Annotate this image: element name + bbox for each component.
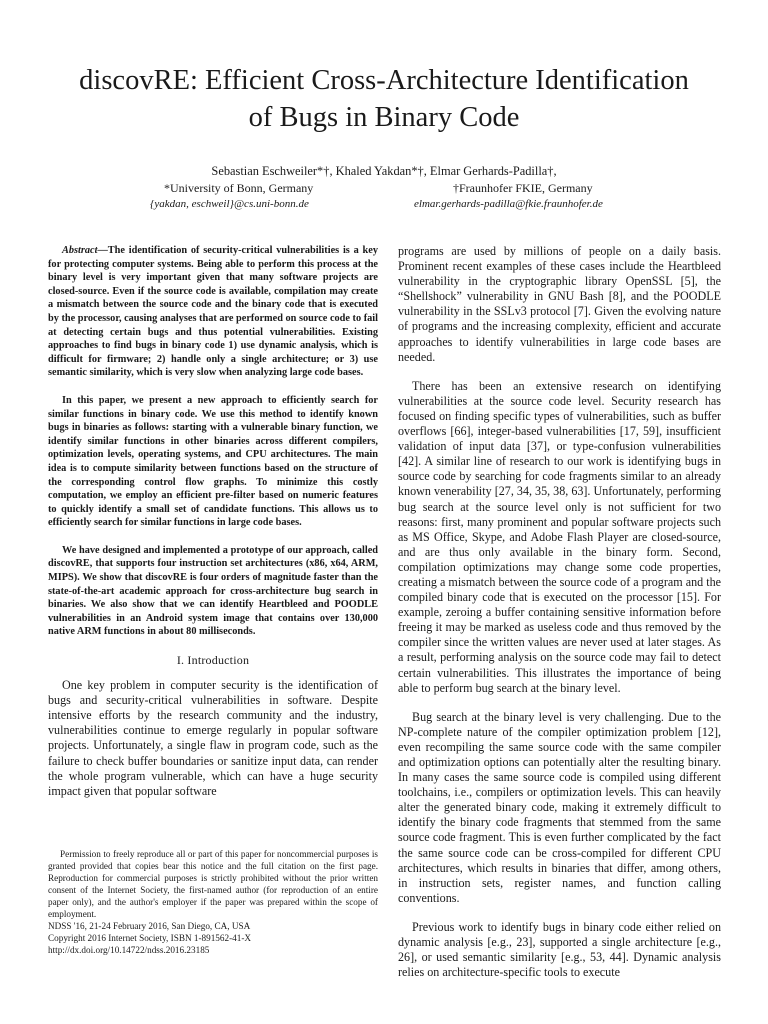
abstract-paragraph-2: In this paper, we present a new approach to efficiently search for similar functions in binary code. We use this method to identify known bugs in binaries as follows: starting with a vulnerable binary function, we identify similar functions in other binaries across different compilers, optimization levels, operating systems, and CPU architectures. The main idea is to compute similarity between functions based on the structure of the corresponding control flow graphs. To minimize this costly computation, we employ an efficient pre-filter based on numeric features to quickly identify a small set of candidate functions. This allows us to efficiently search for similar functions in large code bases. (48, 394, 378, 529)
abstract-paragraph-1: Abstract—The identification of security-critical vulnerabilities is a key for protecting computer systems. Being able to perform this process at the binary level is very important given that many software projects are closed-source. Even if the source code is available, compilation may create a mismatch between the source code and the binary code that is executed by the processor, causing analyses that are performed on source code to fail at detecting certain bugs and thus potential vulnerabilities. Existing approaches to find bugs in binary code 1) use dynamic analysis, which is difficult for firmware; 2) handle only a single architecture; or 3) use semantic similarity, which is very slow when analyzing large code bases. (48, 245, 378, 379)
footnote-permission: Permission to freely reproduce all or part of this paper for noncommercial purposes is granted provided that copies bear this notice and the full citation on the first page. Reproduction for commercial purposes is strictly prohibited without the prior written consent of the Internet Society, the first-named author (for reproduction of an entire paper only), and the author's employer if the paper was prepared within the scope of employment. (48, 849, 378, 919)
email-fkie: elmar.gerhards-padilla@fkie.fraunhofer.de (414, 198, 603, 210)
footnote-copyright: Copyright 2016 Internet Society, ISBN 1-891562-41-X (48, 933, 252, 943)
right-paragraph-3: Bug search at the binary level is very challenging. Due to the NP-complete nature of the compiler optimization problem [12], even recompiling the same source code with the same compiler and optimization options can potentially alter the resulting binary. In many cases the same source code is compiled using different toolchains, i.e., compilers or optimization levels. This can heavily alter the generated binary code, making it extremely difficult to identify the binary code fragments that stemmed from the same source code fragment. This is even further complicated by the fact the same source code can be cross-compiled for different CPU architectures, which results in binaries that differ, among others, in instruction sets, register names, and function calling conventions. (398, 709, 721, 905)
footnote-doi[interactable]: http://dx.doi.org/10.14722/ndss.2016.23185 (48, 945, 210, 955)
section-heading-introduction: I. Introduction (176, 653, 250, 668)
affiliation-fkie: †Fraunhofer FKIE, Germany (453, 181, 593, 195)
title-line-1: discovRE: Efficient Cross-Architecture Identification (79, 65, 689, 96)
copyright-footnote (48, 848, 378, 956)
author-list: Sebastian Eschweiler*†, Khaled Yakdan*†, Elmar Gerhards-Padilla†, (211, 164, 557, 178)
right-paragraph-2: There has been an extensive research on identifying vulnerabilities at the source code level. Security research has focused on finding specific types of vulnerabilities, such as buffer overflows [66], integer-based vulnerabilities [17, 59], insufficient validation of input data [37], or type-confusion vulnerabilities [42]. A similar line of research to our work is identifying bugs in source code by searching for code fragments similar to an already known venerability [27, 34, 35, 38, 63]. Unfortunately, performing bug search at the source level only is not sufficient for two reasons: first, many prominent and popular software projects such as MS Office, Skype, and Adobe Flash Player are closed-source, and are thus only available in the binary form. Second, compilation optimizations may change some code properties, creating a mismatch between the source code of a program and the compiled binary code that is executed on the processor [15]. For example, zeroing a buffer containing sensitive information before freeing it may be marked as useless code and thus removed by the compiler since the written values are never used at later stages. As a result, performing analysis on the source code may fail to detect certain vulnerabilities. This illustrates the importance of being able to perform bug search at the binary level. (398, 378, 721, 695)
intro-paragraph-1: One key problem in computer security is the identification of bugs and security-critical vulnerabilities in software. Despite intensive efforts by the research community and the industry, vulnerabilities continue to emerge regularly in popular software projects. Unfortunately, a single flaw in program code, such as the failure to check buffer boundaries or sanitize input data, can render the whole program vulnerable, which can have a huge security impact given that popular software (48, 678, 378, 798)
right-paragraph-4: Previous work to identify bugs in binary code either relied on dynamic analysis [e.g., 23], supported a single architecture [e.g., 26], or used semantic similarity [e.g., 53, 44]. Dynamic analysis relies on architecture-specific tools to execute (398, 919, 721, 980)
title-line-2: of Bugs in Binary Code (248, 102, 520, 133)
right-column (398, 244, 721, 994)
left-column (48, 244, 378, 813)
abstract-paragraph-3: We have designed and implemented a prototype of our approach, called discovRE, that supports four instruction set architectures (x86, x64, ARM, MIPS). We show that discovRE is four orders of magnitude faster than the state-of-the-art academic approach for cross-architecture bug search in binaries. We also show that we can identify Heartbleed and POODLE vulnerabilities in an Android system image that contains over 130,000 native ARM functions in about 80 milliseconds. (48, 544, 378, 638)
affiliation-bonn: *University of Bonn, Germany (164, 181, 314, 195)
paper-title (40, 62, 728, 136)
abstract-label: Abstract (62, 245, 98, 256)
footnote-conference: NDSS '16, 21-24 February 2016, San Diego, CA, USA (48, 921, 251, 931)
right-paragraph-1: programs are used by millions of people on a daily basis. Prominent recent examples of these cases include the Heartbleed vulnerability in the cryptographic library OpenSSL [5], the “Shellshock” vulnerability in GNU Bash [8], and the POODLE vulnerability in the SSLv3 protocol [7]. Given the evolving nature of programs and the increasing complexity, efficient and accurate approaches to identify vulnerabilities in large code bases are needed. (398, 244, 721, 364)
email-bonn: {yakdan, eschweil}@cs.uni-bonn.de (150, 198, 309, 210)
